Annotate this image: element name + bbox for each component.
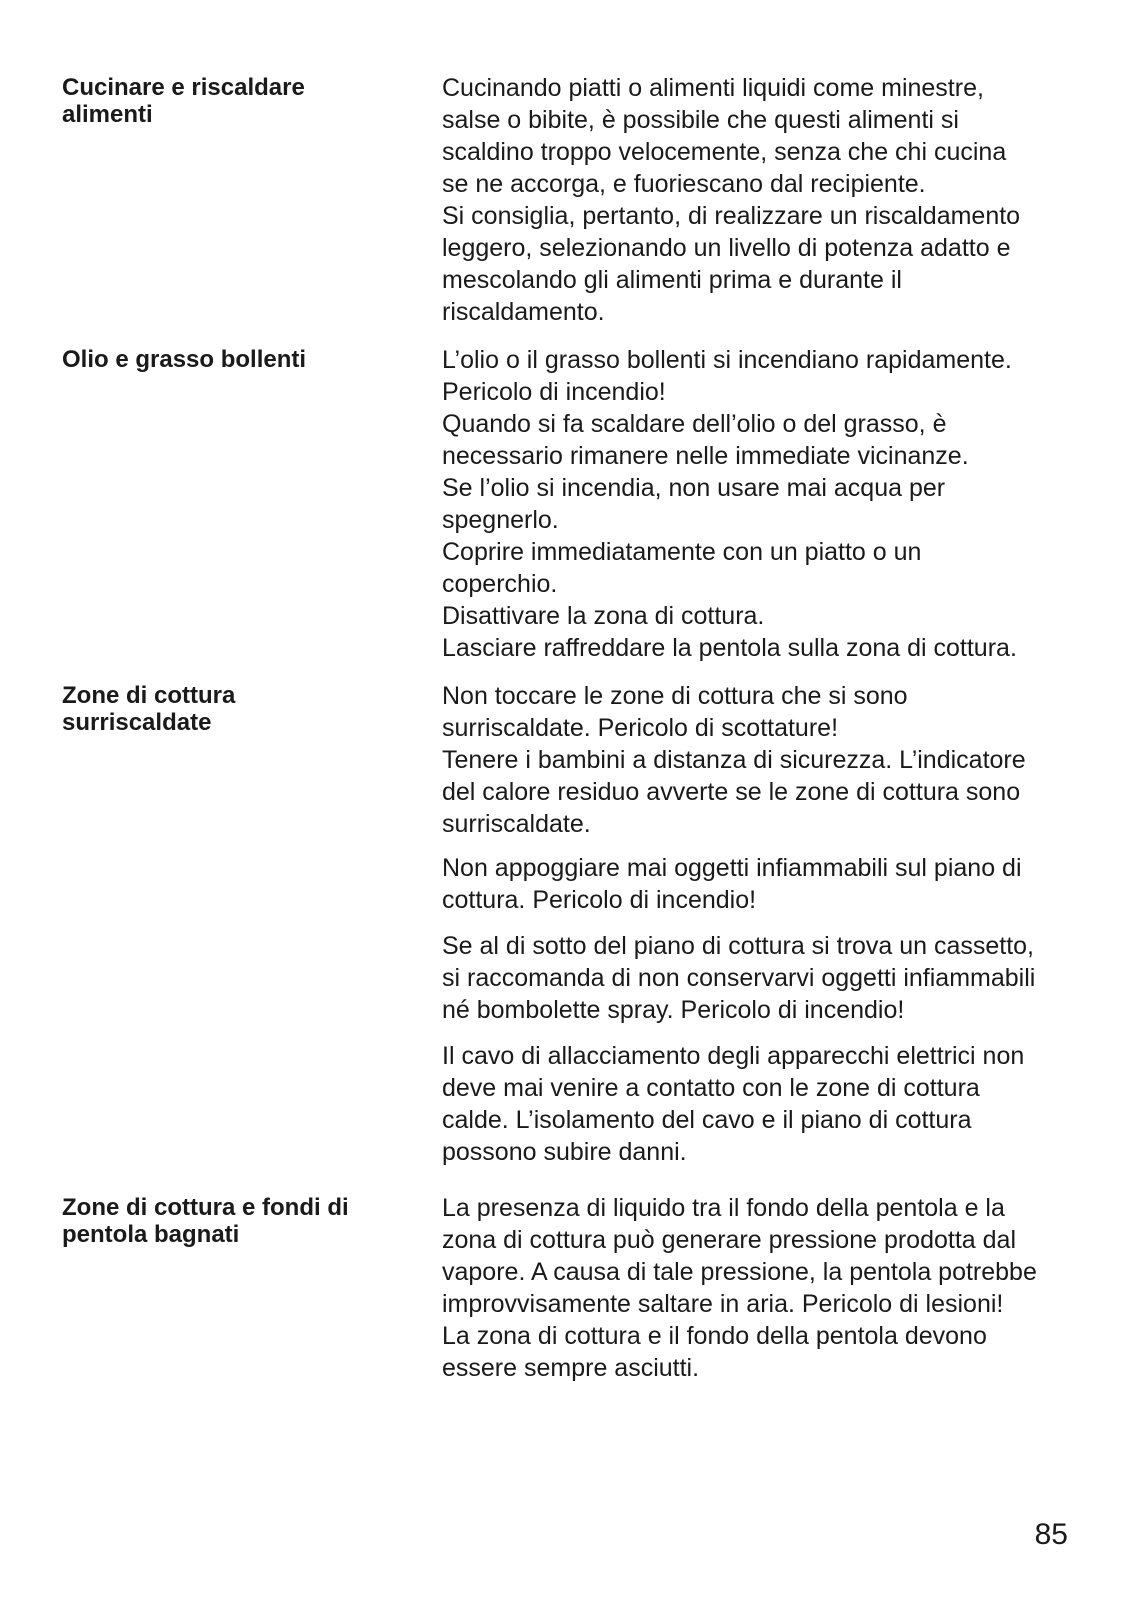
heading-line: Olio e grasso bollenti [62,346,307,373]
text-line: Coprire immediatamente con un piatto o un [442,538,922,566]
text-line: vapore. A causa di tale pressione, la pentola potrebbe [442,1258,1037,1286]
paragraph [442,344,1082,664]
text-line: mescolando gli alimenti prima e durante il [442,266,902,294]
text-line: zona di cottura può generare pressione prodotta dal [442,1226,1016,1254]
text-line: essere sempre asciutti. [442,1354,700,1382]
section-heading [62,74,392,128]
text-line: Lasciare raffreddare la pentola sulla zona di cottura. [442,634,1017,662]
paragraph [442,852,1082,916]
text-line: surriscaldate. [442,810,591,838]
text-line: salse o bibite, è possibile che questi alimenti si [442,106,959,134]
text-line: scaldino troppo velocemente, senza che chi cucina [442,138,1007,166]
text-line: Quando si fa scaldare dell’olio o del grasso, è [442,410,947,438]
text-line: Si consiglia, pertanto, di realizzare un riscaldamento [442,202,1021,230]
text-line: Disattivare la zona di cottura. [442,602,765,630]
heading-line: alimenti [62,101,153,128]
text-line: Cucinando piatti o alimenti liquidi come minestre, [442,74,984,102]
text-line: improvvisamente saltare in aria. Pericolo di lesioni! [442,1290,1004,1318]
text-line: Il cavo di allacciamento degli apparecchi elettrici non [442,1042,1025,1070]
text-line: Se al di sotto del piano di cottura si trova un cassetto, [442,932,1035,960]
text-line: necessario rimanere nelle immediate vicinanze. [442,442,969,470]
section-heading [62,682,392,736]
text-line: spegnerlo. [442,506,559,534]
page-number: 85 [1034,1518,1068,1551]
text-line: La presenza di liquido tra il fondo della pentola e la [442,1194,1005,1222]
section-heading [62,1194,392,1248]
text-line: si raccomanda di non conservarvi oggetti infiammabili [442,964,1036,992]
text-line: Non toccare le zone di cottura che si sono [442,682,908,710]
paragraph [442,930,1082,1026]
section-heading [62,346,392,373]
heading-line: surriscaldate [62,709,212,736]
text-line: L’olio o il grasso bollenti si incendiano rapidamente. [442,346,1012,374]
text-line: La zona di cottura e il fondo della pentola devono [442,1322,987,1350]
paragraph [442,1040,1082,1168]
paragraph [442,680,1082,840]
text-line: Se l’olio si incendia, non usare mai acqua per [442,474,946,502]
heading-line: pentola bagnati [62,1221,240,1248]
text-line: cottura. Pericolo di incendio! [442,886,757,914]
text-line: calde. L’isolamento del cavo e il piano di cottura [442,1106,972,1134]
paragraph [442,1192,1082,1384]
section-body [442,72,1082,328]
heading-line: Zone di cottura [62,682,236,709]
text-line: riscaldamento. [442,298,605,326]
text-line: leggero, selezionando un livello di potenza adatto e [442,234,1011,262]
text-line: possono subire danni. [442,1138,687,1166]
text-line: del calore residuo avverte se le zone di cottura sono [442,778,1021,806]
paragraph [442,72,1082,328]
text-line: Tenere i bambini a distanza di sicurezza. L’indicatore [442,746,1026,774]
heading-line: Cucinare e riscaldare [62,74,305,101]
section-body [442,344,1082,664]
text-line: né bombolette spray. Pericolo di incendio! [442,996,905,1024]
text-line: Pericolo di incendio! [442,378,666,406]
text-line: deve mai venire a contatto con le zone di cottura [442,1074,980,1102]
section-body [442,1192,1082,1384]
text-line: surriscaldate. Pericolo di scottature! [442,714,839,742]
text-line: se ne accorga, e fuoriescano dal recipiente. [442,170,926,198]
heading-line: Zone di cottura e fondi di [62,1194,349,1221]
text-line: Non appoggiare mai oggetti infiammabili sul piano di [442,854,1022,882]
text-line: coperchio. [442,570,558,598]
